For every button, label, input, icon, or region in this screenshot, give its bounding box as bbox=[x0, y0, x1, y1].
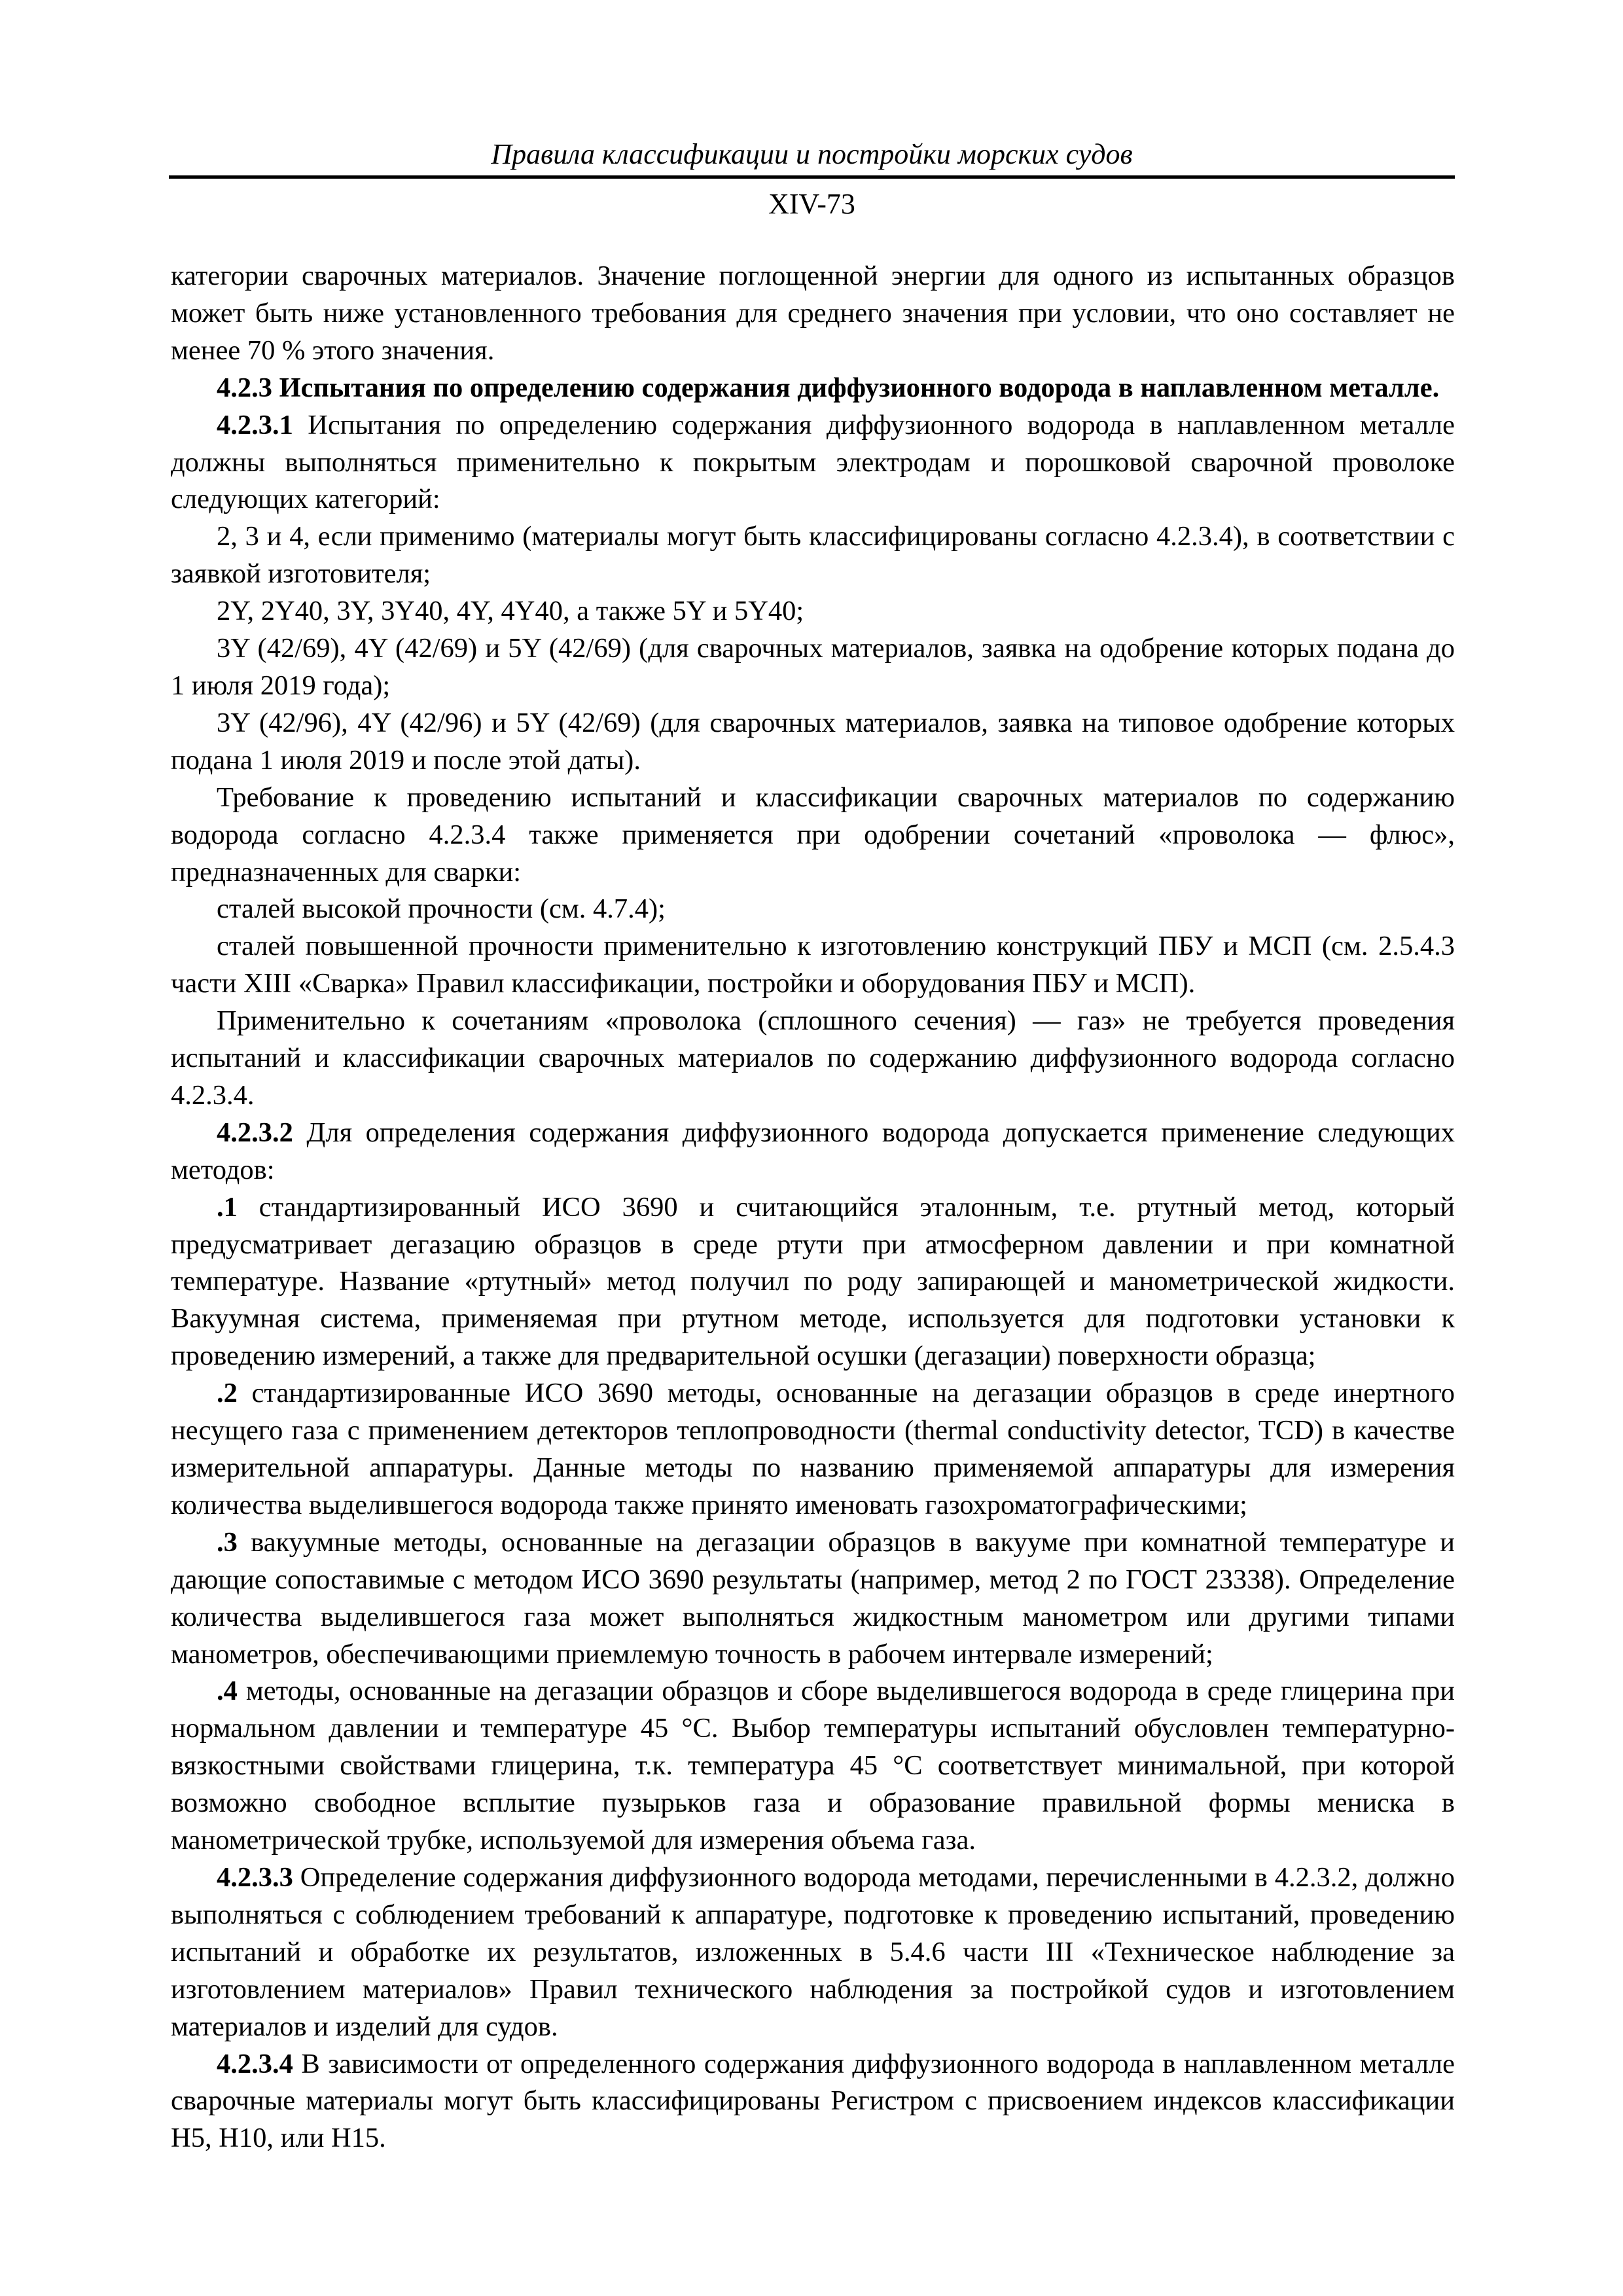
paragraph-4-2-3-4 bbox=[171, 2046, 1455, 2158]
method-text: методы, основанные на дегазации образцов и сборе выделившегося водорода в среде глицерина при нормальном давлении и температуре 45 °С. Выбор температуры испытаний обусловлен температурно-вязкостными свойствами глицерина, т.к. температура 45 °С соответствует минимальной, при которой возможно свободное всплытие пузырьков газа и образование правильной формы мениска в манометрической трубке, используемой для измерения объема газа. bbox=[171, 1676, 1455, 1856]
section-heading-4-2-3 bbox=[171, 370, 1455, 407]
paragraph-requirement: Требование к проведению испытаний и классификации сварочных материалов по содержанию водорода согласно 4.2.3.4 также применяется при одобрении сочетаний «проволока — флюс», предназначенных для сварки: bbox=[171, 781, 1455, 888]
method-item-4 bbox=[171, 1673, 1455, 1859]
paragraph-4-2-3-1 bbox=[171, 407, 1455, 519]
header-divider bbox=[169, 175, 1455, 179]
clause-text: В зависимости от определенного содержания диффузионного водорода в наплавленном металле сварочные материалы могут быть классифицированы Регистром с присвоением индексов классификации H5, H10, или H15. bbox=[171, 2048, 1455, 2154]
steel-item-2: сталей повышенной прочности применительно к изготовлению конструкций ПБУ и МСП (см. 2.5.4.3 части XIII «Сварка» Правил классификации, постройки и оборудования ПБУ и МСП). bbox=[171, 931, 1455, 999]
running-header-title: Правила классификации и постройки морских судов bbox=[491, 138, 1133, 170]
clause-text: Испытания по определению содержания диффузионного водорода в наплавленном металле должны выполняться применительно к покрытым электродам и порошковой сварочной проволоке следующих категорий: bbox=[171, 409, 1455, 515]
method-text: стандартизированный ИСО 3690 и считающийся эталонным, т.е. ртутный метод, который предусматривает дегазацию образцов в среде ртути при атмосферном давлении и при комнатной температуре. Название «ртутный» метод получил по роду запирающей и манометрической жидкости. Вакуумная система, применяемая при ртутном методе, используется для подготовки установки к проведению измерений, а также для предварительной осушки (дегазации) поверхности образца; bbox=[171, 1191, 1455, 1372]
clause-number: 4.2.3.3 bbox=[217, 1861, 293, 1893]
method-item-1 bbox=[171, 1189, 1455, 1376]
category-line-3: 3Y (42/69), 4Y (42/69) и 5Y (42/69) (для сварочных материалов, заявка на одобрение которых подана до 1 июля 2019 года); bbox=[171, 633, 1455, 701]
paragraph-4-2-3-3 bbox=[171, 1859, 1455, 2046]
category-line-1: 2, 3 и 4, если применимо (материалы могут быть классифицированы согласно 4.2.3.4), в соответствии с заявкой изготовителя; bbox=[171, 521, 1455, 590]
method-text: вакуумные методы, основанные на дегазации образцов в вакууме при комнатной температуре и дающие сопоставимые с методом ИСО 3690 результаты (например, метод 2 по ГОСТ 23338). Определение количества выделившегося газа может выполняться жидкостным манометром или другими типами манометров, обеспечивающими приемлемую точность в рабочем интервале измерений; bbox=[171, 1526, 1455, 1670]
method-item-2 bbox=[171, 1375, 1455, 1524]
clause-number: 4.2.3.1 bbox=[217, 409, 293, 440]
clause-text: Для определения содержания диффузионного водорода допускается применение следующих методов: bbox=[171, 1117, 1455, 1185]
method-number: .3 bbox=[217, 1526, 238, 1558]
method-text: стандартизированные ИСО 3690 методы, основанные на дегазации образцов в среде инертного несущего газа с применением детекторов теплопроводности (thermal conductivity detector, TCD) в качестве измерительной аппаратуры. Данные методы по названию применяемой аппаратуры для измерения количества выделившегося водорода также принято именовать газохроматографическими; bbox=[171, 1378, 1455, 1520]
paragraph-continuation: категории сварочных материалов. Значение поглощенной энергии для одного из испытанных образцов может быть ниже установленного требования для среднего значения при условии, что оно составляет не менее 70 % этого значения. bbox=[171, 260, 1455, 366]
method-number: .2 bbox=[217, 1378, 238, 1409]
category-line-2: 2Y, 2Y40, 3Y, 3Y40, 4Y, 4Y40, а также 5Y и 5Y40; bbox=[217, 596, 804, 627]
steel-item-1: сталей высокой прочности (см. 4.7.4); bbox=[217, 893, 666, 925]
document-body bbox=[171, 258, 1455, 2157]
method-number: .1 bbox=[217, 1191, 238, 1223]
clause-number: 4.2.3.4 bbox=[217, 2048, 293, 2079]
paragraph-4-2-3-2 bbox=[171, 1115, 1455, 1189]
section-heading-text: 4.2.3 Испытания по определению содержания диффузионного водорода в наплавленном металле. bbox=[217, 372, 1440, 403]
clause-number: 4.2.3.2 bbox=[217, 1117, 293, 1148]
method-number: .4 bbox=[217, 1676, 238, 1707]
category-line-4: 3Y (42/96), 4Y (42/96) и 5Y (42/69) (для сварочных материалов, заявка на типовое одобрение которых подана 1 июля 2019 и после этой даты). bbox=[171, 707, 1455, 776]
clause-text: Определение содержания диффузионного водорода методами, перечисленными в 4.2.3.2, должно выполняться с соблюдением требований к аппаратуре, подготовке к проведению испытаний, проведению испытаний и обработке их результатов, изложенных в 5.4.6 части III «Техническое наблюдение за изготовлением материалов» Правил технического наблюдения за постройкой судов и изготовлением материалов и изделий для судов. bbox=[171, 1861, 1455, 2042]
paragraph-wire-gas: Применительно к сочетаниям «проволока (сплошного сечения) — газ» не требуется проведения испытаний и классификации сварочных материалов по содержанию диффузионного водорода согласно 4.2.3.4. bbox=[171, 1005, 1455, 1111]
page-number: XIV-73 bbox=[768, 188, 855, 220]
method-item-3 bbox=[171, 1524, 1455, 1674]
